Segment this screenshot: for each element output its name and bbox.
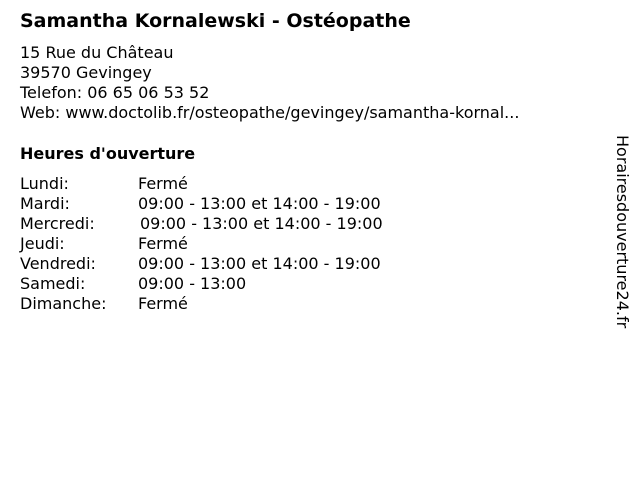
day-label: Mercredi: <box>20 214 95 233</box>
day-label: Samedi: <box>20 274 86 293</box>
day-hours: Fermé <box>138 234 188 253</box>
day-hours: 09:00 - 13:00 et 14:00 - 19:00 <box>140 214 383 233</box>
day-hours: 09:00 - 13:00 et 14:00 - 19:00 <box>138 254 381 273</box>
city-postal-code: 39570 Gevingey <box>20 63 152 82</box>
day-hours: 09:00 - 13:00 et 14:00 - 19:00 <box>138 194 381 213</box>
day-label: Jeudi: <box>20 234 65 253</box>
street-address: 15 Rue du Château <box>20 43 174 62</box>
opening-hours-heading: Heures d'ouverture <box>20 144 196 163</box>
day-label: Vendredi: <box>20 254 96 273</box>
day-label: Lundi: <box>20 174 69 193</box>
day-hours: Fermé <box>138 174 188 193</box>
phone-number: Telefon: 06 65 06 53 52 <box>20 83 210 102</box>
day-label: Dimanche: <box>20 294 107 313</box>
day-hours: 09:00 - 13:00 <box>138 274 247 293</box>
site-watermark: Horairesdouverture24.fr <box>613 135 632 329</box>
day-hours: Fermé <box>138 294 188 313</box>
website-url: Web: www.doctolib.fr/osteopathe/gevingey/samantha-kornal... <box>20 103 520 122</box>
day-label: Mardi: <box>20 194 70 213</box>
contact-info <box>20 43 519 123</box>
page-title: Samantha Kornalewski - Ostéopathe <box>20 10 411 32</box>
